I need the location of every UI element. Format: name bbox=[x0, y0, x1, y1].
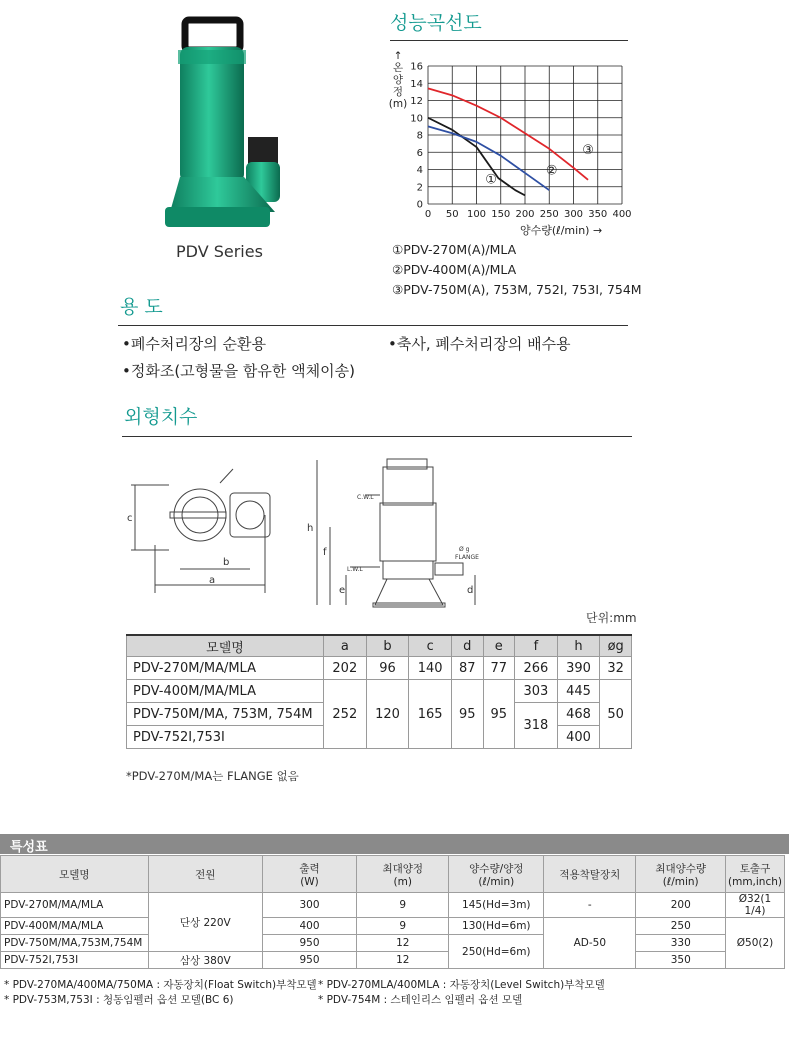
x-tick-label: 100 bbox=[466, 209, 487, 220]
x-tick-label: 250 bbox=[539, 209, 559, 220]
col-header: 토출구 (mm,inch) bbox=[726, 856, 785, 893]
col-header: 적용착탈장치 bbox=[544, 856, 636, 893]
cell: 단상 220V bbox=[148, 893, 262, 952]
dim-label-c: c bbox=[127, 513, 133, 524]
spec-note-4: * PDV-754M : 스테인리스 임펠러 옵션 모델 bbox=[318, 994, 523, 1006]
cell: 300 bbox=[262, 893, 356, 918]
spec-header-bar bbox=[0, 834, 789, 854]
y-tick-label: 4 bbox=[416, 165, 423, 176]
cell: 87 bbox=[451, 657, 483, 680]
table-row bbox=[1, 952, 785, 969]
dim-label-d: d bbox=[467, 585, 474, 596]
series-marker-3: ③ bbox=[582, 142, 594, 158]
cell: 250 bbox=[636, 918, 726, 935]
y-label-char: 정 bbox=[392, 86, 404, 98]
cell: 445 bbox=[557, 680, 600, 703]
col-header: c bbox=[409, 635, 452, 657]
cell: 390 bbox=[557, 657, 600, 680]
dim-label-h: h bbox=[307, 523, 314, 534]
col-header: 전원 bbox=[148, 856, 262, 893]
cell: Ø32(1 1/4) bbox=[726, 893, 785, 918]
col-header: 최대양수량 (ℓ/min) bbox=[636, 856, 726, 893]
cell: 삼상 380V bbox=[148, 952, 262, 969]
table-header-row bbox=[1, 856, 785, 893]
divider bbox=[390, 40, 628, 41]
x-tick-label: 150 bbox=[491, 209, 511, 220]
table-row bbox=[127, 657, 632, 680]
table-row bbox=[1, 893, 785, 918]
table-row bbox=[127, 680, 632, 703]
col-header: 출력 (W) bbox=[262, 856, 356, 893]
dimension-drawing bbox=[125, 455, 485, 615]
cell: 95 bbox=[483, 680, 515, 749]
usage-title: 용 도 bbox=[120, 296, 163, 318]
col-header: øg bbox=[600, 635, 632, 657]
col-header: b bbox=[366, 635, 409, 657]
cell-model: PDV-750M/MA,753M,754M bbox=[1, 935, 149, 952]
cell: Ø50(2) bbox=[726, 918, 785, 969]
cell: AD-50 bbox=[544, 918, 636, 969]
x-tick-labels bbox=[425, 209, 632, 220]
y-tick-label: 0 bbox=[416, 199, 423, 211]
y-tick-label: 14 bbox=[410, 78, 423, 90]
col-header: a bbox=[324, 635, 367, 657]
cell-model: PDV-400M/MA/MLA bbox=[127, 680, 324, 703]
legend-item-3: ③PDV-750M(A), 753M, 752I, 753I, 754M bbox=[392, 282, 642, 297]
cell: 468 bbox=[557, 703, 600, 726]
y-tick-label: 16 bbox=[410, 61, 423, 73]
spec-note-1: * PDV-270MA/400MA/750MA : 자동장치(Float Switch)부착모델 bbox=[4, 979, 317, 991]
col-header: 최대양정 (m) bbox=[357, 856, 449, 893]
spec-title: 특성표 bbox=[10, 840, 48, 855]
dim-label-lwl: L.W.L bbox=[347, 566, 363, 573]
x-tick-label: 350 bbox=[588, 209, 608, 220]
x-tick-label: 0 bbox=[424, 209, 432, 220]
usage-item-1: •폐수처리장의 순환용 bbox=[122, 335, 267, 353]
cell: 303 bbox=[515, 680, 558, 703]
cell: 77 bbox=[483, 657, 515, 680]
cell-model: PDV-750M/MA, 753M, 754M bbox=[127, 703, 324, 726]
performance-chart bbox=[386, 48, 636, 240]
cell: 950 bbox=[262, 952, 356, 969]
spec-table bbox=[0, 855, 785, 969]
divider bbox=[122, 436, 632, 437]
table-row bbox=[1, 935, 785, 952]
x-tick-label: 400 bbox=[612, 209, 632, 220]
cell: 145(Hd=3m) bbox=[449, 893, 544, 918]
y-tick-label: 8 bbox=[416, 130, 423, 142]
series-name: PDV Series bbox=[176, 242, 263, 261]
x-tick-label: 50 bbox=[445, 209, 459, 220]
dim-label-f: f bbox=[323, 547, 327, 558]
legend-item-1: ①PDV-270M(A)/MLA bbox=[392, 242, 517, 257]
cell: 95 bbox=[451, 680, 483, 749]
col-header: e bbox=[483, 635, 515, 657]
col-header: f bbox=[515, 635, 558, 657]
col-header: 모델명 bbox=[1, 856, 149, 893]
cell: 12 bbox=[357, 952, 449, 969]
unit-label: 단위:mm bbox=[586, 611, 637, 625]
dim-label-a: a bbox=[209, 575, 216, 586]
cell: 202 bbox=[324, 657, 367, 680]
cell-model: PDV-400M/MA/MLA bbox=[1, 918, 149, 935]
spec-note-2: * PDV-270MLA/400MLA : 자동장치(Level Switch)부착모델 bbox=[318, 979, 605, 991]
usage-item-3: •정화조(고형물을 함유한 액체이송) bbox=[122, 362, 355, 380]
dimension-note: *PDV-270M/MA는 FLANGE 없음 bbox=[126, 769, 299, 783]
usage-item-2: •축사, 폐수처리장의 배수용 bbox=[388, 335, 571, 353]
cell: 50 bbox=[600, 680, 632, 749]
cell: 400 bbox=[262, 918, 356, 935]
cell: 350 bbox=[636, 952, 726, 969]
dim-label-flange: FLANGE bbox=[455, 554, 479, 561]
series-marker-2: ② bbox=[545, 163, 558, 179]
dim-label-cwl: C.W.L bbox=[357, 494, 374, 501]
cell: 130(Hd=6m) bbox=[449, 918, 544, 935]
y-label-char: 온 bbox=[392, 62, 404, 74]
col-header: h bbox=[557, 635, 600, 657]
dimension-table bbox=[126, 634, 632, 749]
dim-label-fg: Ø g bbox=[459, 546, 470, 553]
dim-label-e: e bbox=[339, 585, 346, 596]
cell: 950 bbox=[262, 935, 356, 952]
y-label-char: (m) bbox=[388, 98, 408, 110]
col-header: 양수량/양정 (ℓ/min) bbox=[449, 856, 544, 893]
cell: 266 bbox=[515, 657, 558, 680]
dim-label-b: b bbox=[223, 557, 230, 568]
x-axis-label: 양수량(ℓ/min) → bbox=[520, 224, 603, 237]
divider bbox=[118, 325, 628, 326]
cell: - bbox=[544, 893, 636, 918]
cell: 165 bbox=[409, 680, 452, 749]
cell: 9 bbox=[357, 918, 449, 935]
cell: 32 bbox=[600, 657, 632, 680]
y-label-char: 양 bbox=[392, 74, 404, 86]
cell: 9 bbox=[357, 893, 449, 918]
cell-model: PDV-752I,753I bbox=[127, 726, 324, 749]
col-header: 모델명 bbox=[127, 635, 324, 657]
cell: 318 bbox=[515, 703, 558, 749]
cell: 252 bbox=[324, 680, 367, 749]
cell: 330 bbox=[636, 935, 726, 952]
cell-model: PDV-270M/MA/MLA bbox=[127, 657, 324, 680]
col-header: d bbox=[451, 635, 483, 657]
x-tick-label: 300 bbox=[563, 209, 584, 220]
cell: 12 bbox=[357, 935, 449, 952]
cell-model: PDV-270M/MA/MLA bbox=[1, 893, 149, 918]
cell: 200 bbox=[636, 893, 726, 918]
series-marker-1: ① bbox=[485, 172, 497, 188]
cell-model: PDV-752I,753I bbox=[1, 952, 149, 969]
y-label-char: ↑ bbox=[393, 50, 403, 62]
cell: 250(Hd=6m) bbox=[449, 935, 544, 969]
cell: 120 bbox=[366, 680, 409, 749]
pump-product-image bbox=[150, 12, 310, 242]
curve-title: 성능곡선도 bbox=[390, 12, 482, 34]
table-row bbox=[1, 918, 785, 935]
x-tick-label: 200 bbox=[515, 209, 535, 220]
cell: 400 bbox=[557, 726, 600, 749]
y-tick-labels bbox=[410, 62, 423, 211]
y-tick-label: 6 bbox=[416, 147, 423, 159]
table-header-row bbox=[127, 635, 632, 657]
y-tick-label: 12 bbox=[410, 96, 423, 107]
cell: 140 bbox=[409, 657, 452, 680]
spec-note-3: * PDV-753M,753I : 청동임펠러 옵션 모델(BC 6) bbox=[4, 994, 234, 1006]
y-tick-label: 10 bbox=[410, 113, 423, 125]
legend-item-2: ②PDV-400M(A)/MLA bbox=[392, 262, 517, 277]
dimensions-title: 외형치수 bbox=[124, 406, 198, 428]
y-tick-label: 2 bbox=[416, 182, 423, 194]
cell: 96 bbox=[366, 657, 409, 680]
